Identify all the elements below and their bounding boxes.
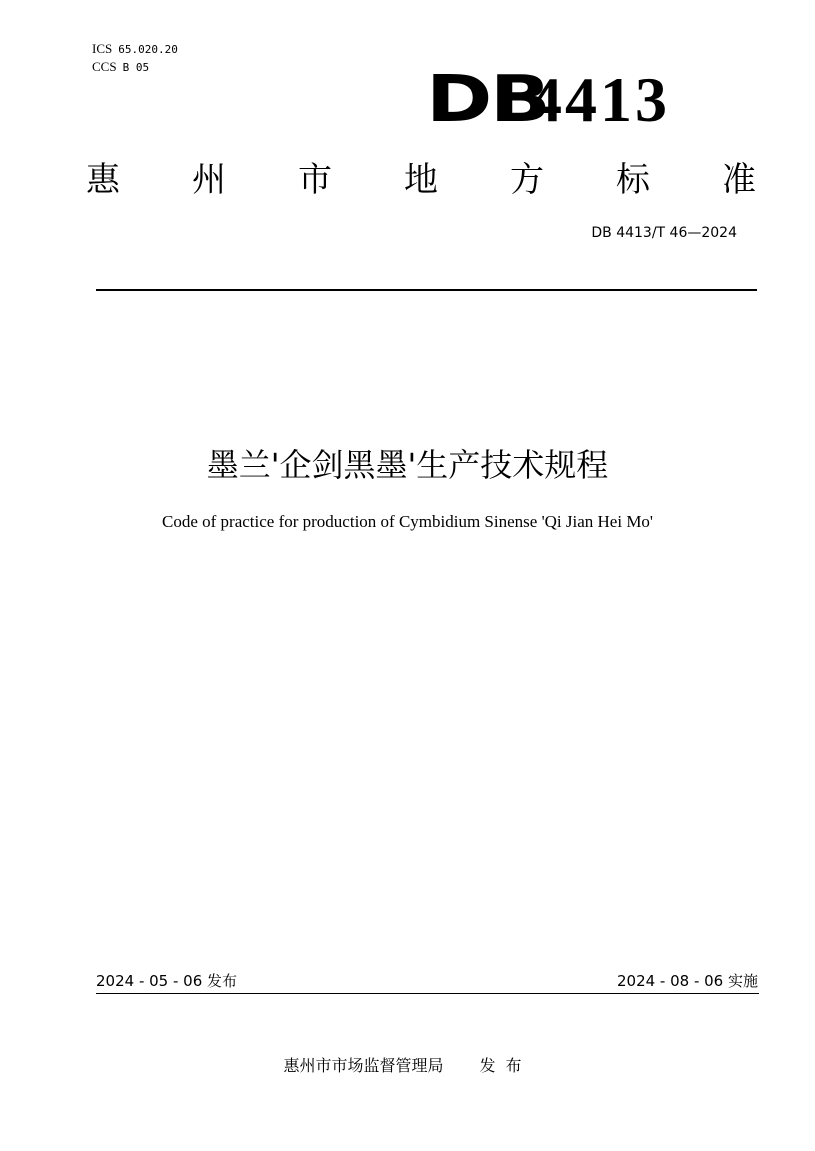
title-char: 惠 (86, 160, 120, 200)
standard-code-mark (426, 60, 670, 140)
standard-type-title (86, 152, 756, 201)
release-date: 2024 - 05 - 06 发布 (96, 972, 238, 990)
title-char: 州 (192, 160, 226, 200)
db-number: 4413 (530, 64, 670, 135)
header-divider (96, 289, 757, 291)
issue-word: 发布 (479, 1056, 532, 1075)
title-char: 方 (510, 160, 544, 200)
title-char: 地 (404, 160, 438, 200)
issuer-name: 惠州市市场监督管理局 (283, 1056, 444, 1075)
document-title-zh: 墨兰'企剑黑墨'生产技术规程 (206, 446, 609, 484)
implementation-date: 2024 - 08 - 06 实施 (616, 972, 758, 990)
classification-codes (92, 40, 178, 76)
title-char: 准 (722, 160, 756, 200)
ccs-label: CCS (92, 59, 117, 74)
db-prefix: DB (426, 63, 549, 137)
ics-value: 65.020.20 (118, 43, 178, 56)
document-number: DB 4413/T 46—2024 (591, 225, 737, 241)
footer-divider (96, 993, 759, 994)
title-char: 市 (298, 160, 332, 200)
document-title-en: Code of practice for production of Cymbidium Sinense 'Qi Jian Hei Mo' (161, 512, 653, 531)
ccs-line (92, 58, 178, 76)
ccs-value: B 05 (122, 61, 150, 74)
ics-label: ICS (92, 41, 113, 56)
issuing-authority (0, 1053, 815, 1076)
title-char: 标 (616, 160, 650, 200)
ics-line (92, 40, 178, 58)
